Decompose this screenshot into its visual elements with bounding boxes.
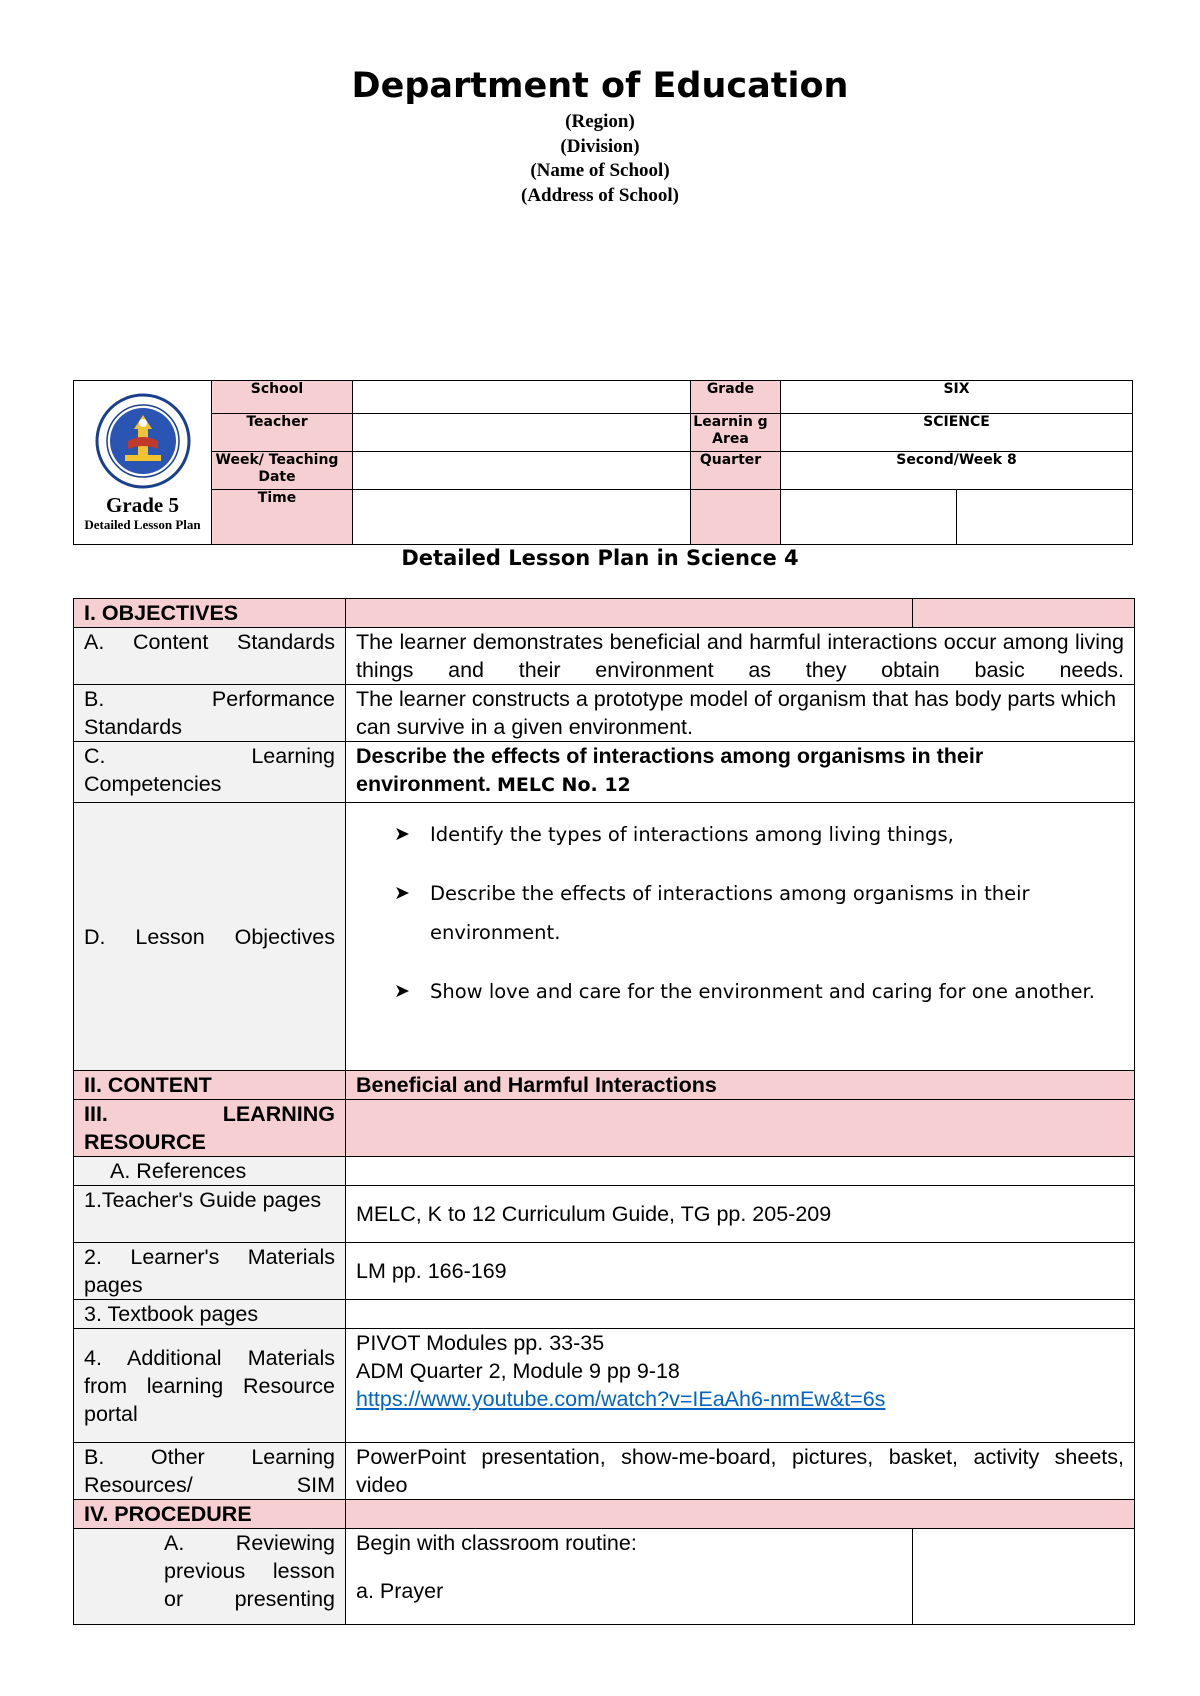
other-resources-label: B. Other Learning Resources/ SIM — [74, 1443, 346, 1500]
grade-label: Grade 5 — [106, 493, 179, 517]
textbook-pages-label: 3. Textbook pages — [74, 1300, 346, 1329]
learners-materials-value: LM pp. 166-169 — [346, 1243, 1135, 1300]
arrow-bullet-icon: ➤ — [394, 980, 410, 1002]
content-standards-value: The learner demonstrates beneficial and harmful interactions occur among living things and their environment as they obtain basic needs. — [346, 628, 1135, 685]
logo-cell — [74, 381, 212, 545]
competencies-text: Describe the effects of interactions among organisms in their environment — [356, 744, 984, 796]
learning-area-label: Learnin g Area — [691, 414, 781, 452]
lesson-objectives-list — [356, 815, 1124, 1011]
performance-standards-value: The learner constructs a prototype model of organism that has body parts which can survive in a given environment. — [346, 685, 1135, 742]
info-table — [73, 380, 1133, 545]
objectives-value-cell — [346, 599, 913, 628]
objectives-extra-cell — [913, 599, 1135, 628]
list-item: ➤ Describe the effects of interactions among organisms in their environment. — [430, 874, 1124, 952]
school-label: School — [212, 381, 353, 414]
learners-materials-label: 2. Learner's Materials pages — [74, 1243, 346, 1300]
teacher-value[interactable] — [353, 414, 691, 452]
lesson-plan-title: Detailed Lesson Plan in Science 4 — [401, 546, 799, 570]
procedure-heading: IV. PROCEDURE — [74, 1500, 346, 1529]
week-value[interactable] — [353, 452, 691, 490]
melc-number: MELC No. 12 — [496, 774, 631, 796]
textbook-pages-value — [346, 1300, 1135, 1329]
other-resources-value: PowerPoint presentation, show-me-board, pictures, basket, activity sheets, video — [346, 1443, 1135, 1500]
lesson-objectives-label: D. Lesson Objectives — [74, 803, 346, 1071]
learning-competencies-label: C. Learning Competencies — [74, 742, 346, 803]
teachers-guide-label: 1.Teacher's Guide pages — [74, 1186, 346, 1243]
references-label: A. References — [74, 1157, 346, 1186]
content-value: Beneficial and Harmful Interactions — [346, 1071, 1135, 1100]
reviewing-label: A. Reviewing previous lesson or presenting — [74, 1529, 346, 1625]
region-line: (Region) — [565, 111, 635, 132]
performance-standards-label: B. Performance Standards — [74, 685, 346, 742]
content-standards-label: A. Content Standards — [74, 628, 346, 685]
grade-field-label: Grade — [691, 381, 781, 414]
document-header — [0, 62, 1200, 208]
procedure-value-cell — [346, 1500, 1135, 1529]
grade-value[interactable]: SIX — [781, 381, 1133, 414]
time-value[interactable] — [353, 490, 691, 545]
additional-materials-line-2: ADM Quarter 2, Module 9 pp 9-18 — [356, 1359, 680, 1383]
teachers-guide-value: MELC, K to 12 Curriculum Guide, TG pp. 205-209 — [346, 1186, 1135, 1243]
time-extra-cell-2[interactable] — [957, 490, 1133, 545]
objectives-heading: I. OBJECTIVES — [74, 599, 346, 628]
school-value[interactable] — [353, 381, 691, 414]
learning-area-value[interactable]: SCIENCE — [781, 414, 1133, 452]
time-extra-cell-1[interactable] — [781, 490, 957, 545]
reviewing-extra-cell — [913, 1529, 1135, 1625]
department-title: Department of Education — [351, 66, 849, 106]
list-item: ➤ Show love and care for the environment and caring for one another. — [430, 972, 1124, 1011]
learning-resource-heading: III. LEARNING RESOURCE — [74, 1100, 346, 1157]
lesson-plan-table — [73, 598, 1135, 1625]
reviewing-line-1: Begin with classroom routine: — [356, 1531, 637, 1555]
arrow-bullet-icon: ➤ — [394, 882, 410, 904]
additional-materials-label: 4. Additional Materials from learning Resource portal — [74, 1329, 346, 1443]
teacher-label: Teacher — [212, 414, 353, 452]
reviewing-value — [346, 1529, 913, 1625]
plan-label: Detailed Lesson Plan — [84, 517, 201, 532]
list-item: ➤ Identify the types of interactions among living things, — [430, 815, 1124, 854]
references-value-cell — [346, 1157, 1135, 1186]
quarter-value[interactable]: Second/Week 8 — [781, 452, 1133, 490]
time-label: Time — [212, 490, 353, 545]
reviewing-line-2: a. Prayer — [356, 1579, 444, 1603]
learning-competencies-value: Describe the effects of interactions among organisms in their environment. MELC No. 12 — [346, 742, 1135, 803]
time-extra-pink-cell — [691, 490, 781, 545]
youtube-link[interactable]: https://www.youtube.com/watch?v=IEaAh6-nmEw&t=6s — [356, 1387, 886, 1411]
quarter-label: Quarter — [691, 452, 781, 490]
content-heading: II. CONTENT — [74, 1071, 346, 1100]
arrow-bullet-icon: ➤ — [394, 823, 410, 845]
learning-resource-value-cell — [346, 1100, 1135, 1157]
school-address-line: (Address of School) — [521, 184, 679, 206]
deped-seal-icon — [95, 393, 191, 489]
school-name-line: (Name of School) — [530, 160, 670, 181]
lesson-objectives-cell — [346, 803, 1135, 1071]
division-line: (Division) — [560, 135, 640, 157]
additional-materials-line-1: PIVOT Modules pp. 33-35 — [356, 1331, 605, 1355]
week-label: Week/ Teaching Date — [212, 452, 353, 490]
additional-materials-value — [346, 1329, 1135, 1443]
